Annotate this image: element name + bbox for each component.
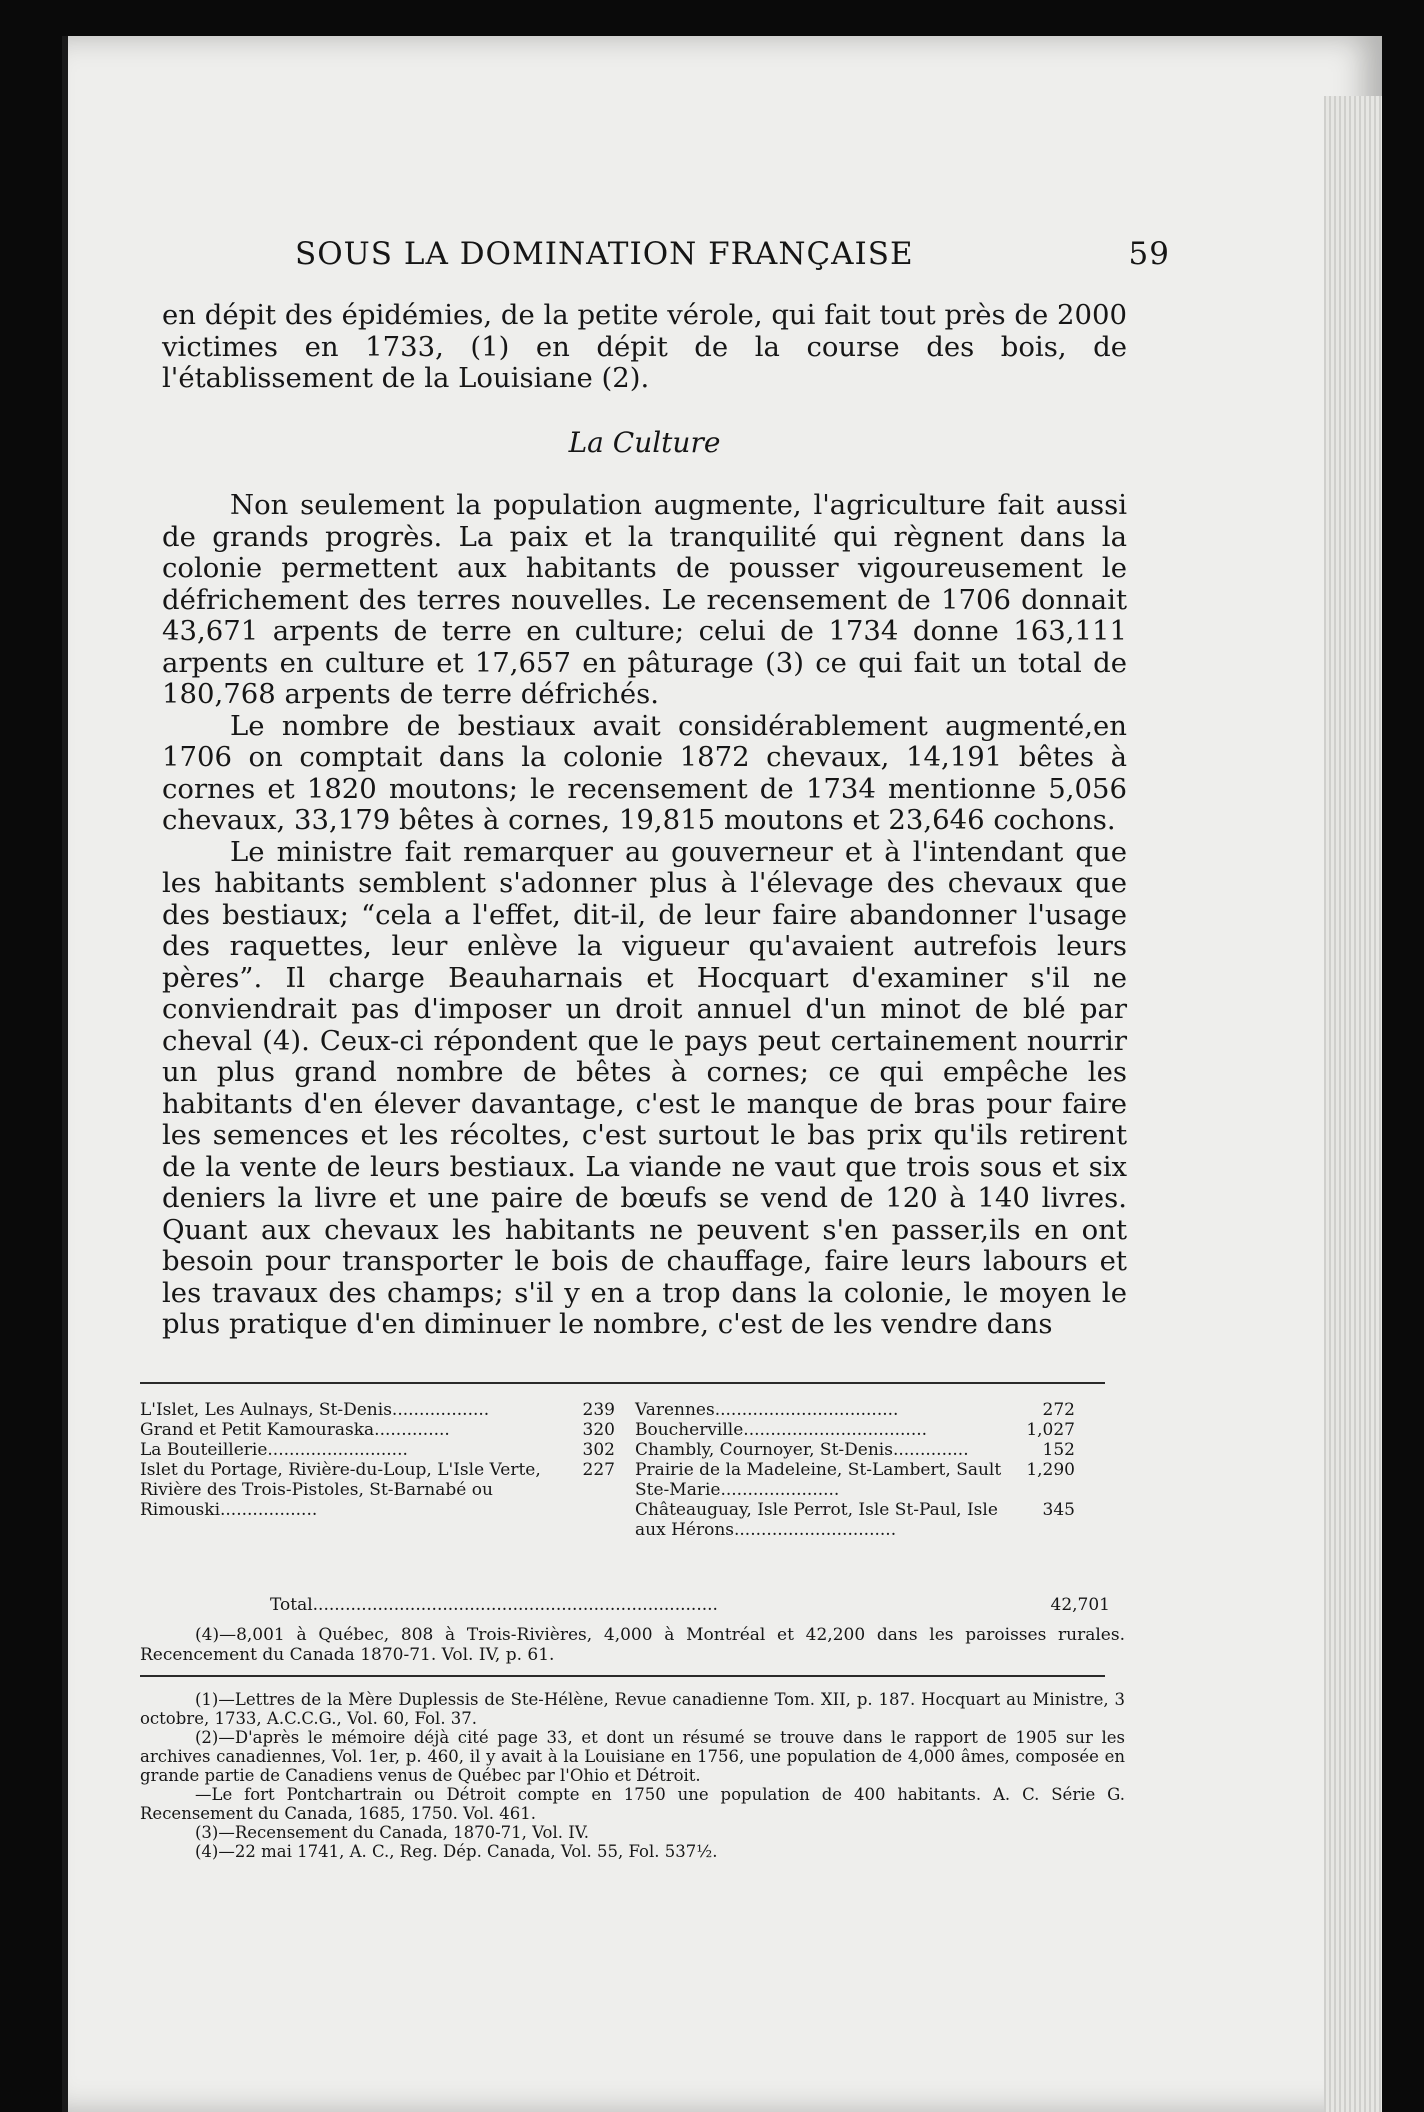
section-title: La Culture	[568, 426, 721, 459]
table-row: Boucherville.................................. 1,027	[635, 1420, 1075, 1440]
running-title: SOUS LA DOMINATION FRANÇAISE	[295, 236, 914, 272]
table-note: (4)—8,001 à Québec, 808 à Trois-Rivières, 4,000 à Montréal et 42,200 dans les paroisses rurales. Recencement du Canada 1870-71. Vol. IV, p. 61.	[140, 1625, 1125, 1665]
intro-paragraph-block	[162, 300, 1127, 395]
total-label: Total...........................................................................	[270, 1595, 718, 1615]
table-row: Islet du Portage, Rivière-du-Loup, L'Isle Verte, Rivière des Trois-Pistoles, St-Barnabé ou Rimouski.................. 227	[140, 1460, 615, 1520]
table-row: Châteauguay, Isle Perrot, Isle St-Paul, Isle aux Hérons.............................. 345	[635, 1500, 1075, 1540]
footnote: —Le fort Pontchartrain ou Détroit compte en 1750 une population de 400 habitants. A. C. Série G. Recensement du Canada, 1685, 1750. Vol. 461.	[140, 1785, 1125, 1823]
paragraph: en dépit des épidémies, de la petite vérole, qui fait tout près de 2000 victimes en 1733, (1) en dépit de la course des bois, de l'établissement de la Louisiane (2).	[162, 299, 1127, 394]
running-header	[295, 236, 1170, 286]
table-row: Prairie de la Madeleine, St-Lambert, Sault Ste-Marie...................... 1,290	[635, 1460, 1075, 1500]
page-number: 59	[1128, 236, 1170, 272]
footnote: (4)—22 mai 1741, A. C., Reg. Dép. Canada, Vol. 55, Fol. 537½.	[195, 1842, 718, 1861]
footnotes	[140, 1690, 1125, 1861]
table-row: La Bouteillerie.......................... 302	[140, 1440, 615, 1460]
binding-edge	[62, 36, 68, 2112]
table-row: Varennes.................................. 272	[635, 1400, 1075, 1420]
paragraph: Le nombre de bestiaux avait considérablement augmenté,en 1706 on comptait dans la colonie 1872 chevaux, 14,191 bêtes à cornes et 1820 moutons; le recensement de 1734 mentionne 5,056 chevaux, 33,179 bêtes à cornes, 19,815 moutons et 23,646 cochons.	[162, 709, 1127, 836]
table-right-column	[635, 1400, 1075, 1540]
footnote: (3)—Recensement du Canada, 1870-71, Vol. IV.	[195, 1823, 590, 1842]
paragraph: Non seulement la population augmente, l'agriculture fait aussi de grands progrès. La paix et la tranquilité qui règnent dans la colonie permettent aux habitants de pousser vigoureusement le défrichement des terres nouvelles. Le recensement de 1706 donnait 43,671 arpents de terre en culture; celui de 1734 donne 163,111 arpents en culture et 17,657 en pâturage (3) ce qui fait un total de 180,768 arpents de terre défrichés.	[162, 489, 1127, 710]
table-row: Grand et Petit Kamouraska.............. 320	[140, 1420, 615, 1440]
divider	[140, 1382, 1105, 1384]
total-value: 42,701	[1050, 1595, 1110, 1615]
paragraph: Le ministre fait remarquer au gouverneur et à l'intendant que les habitants semblent s'adonner plus à l'élevage des chevaux que des bestiaux; “cela a l'effet, dit-il, de leur faire abandonner l'usage des raquettes, leur enlève la vigueur qu'avaient autrefois leurs pères”. Il charge Beauharnais et Hocquart d'examiner s'il ne conviendrait pas d'imposer un droit annuel d'un minot de blé par cheval (4). Ceux-ci répondent que le pays peut certainement nourrir un plus grand nombre de bêtes à cornes; ce qui empêche les habitants d'en élever davantage, c'est le manque de bras pour faire les semences et les récoltes, c'est surtout le bas prix qu'ils retirent de la vente de leurs bestiaux. La viande ne vaut que trois sous et six deniers la livre et une paire de bœufs se vend de 120 à 140 livres. Quant aux chevaux les habitants ne peuvent s'en passer,ils en ont besoin pour transporter le bois de chauffage, faire leurs labours et les travaux des champs; s'il y en a trop dans la colonie, le moyen le plus pratique d'en diminuer le nombre, c'est de les vendre dans	[162, 835, 1127, 1340]
table-total	[270, 1595, 1110, 1615]
footnote: (1)—Lettres de la Mère Duplessis de Ste-Hélène, Revue canadienne Tom. XII, p. 187. Hocquart au Ministre, 3 octobre, 1733, A.C.C.G., Vol. 60, Fol. 37.	[140, 1690, 1125, 1728]
table-left-column	[140, 1400, 615, 1520]
footnote: (2)—D'après le mémoire déjà cité page 33, et dont un résumé se trouve dans le rapport de 1905 sur les archives canadiennes, Vol. 1er, p. 460, il y avait à la Louisiane en 1756, une population de 4,000 âmes, composée en grande partie de Canadiens venus de Québec par l'Ohio et Détroit.	[140, 1728, 1125, 1785]
body-text	[162, 490, 1127, 1341]
table-row: L'Islet, Les Aulnays, St-Denis.................. 239	[140, 1400, 615, 1420]
footnote-divider	[140, 1675, 1105, 1677]
table-row: Chambly, Cournoyer, St-Denis.............. 152	[635, 1440, 1075, 1460]
page-stack-edge	[1324, 96, 1382, 2112]
